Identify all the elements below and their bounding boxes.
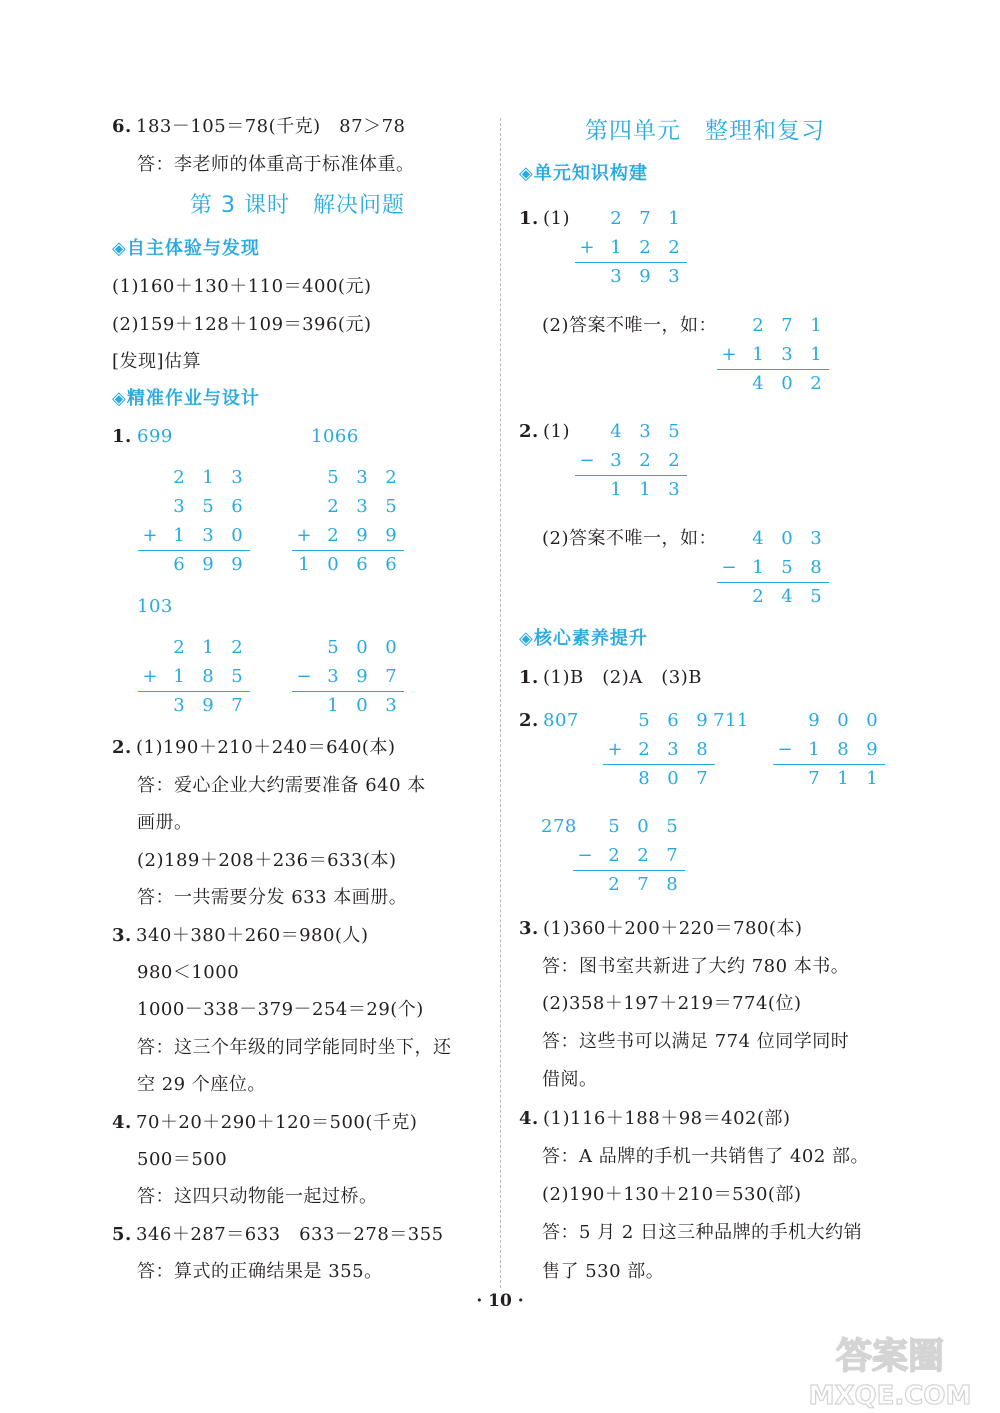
answer-line: 答：李老师的体重高于标准体重。 [137,154,415,175]
result-digit: 2 [810,373,822,394]
digit: 3 [356,496,368,517]
answer-line: 空 29 个座位。 [137,1074,266,1095]
answer-line: 1000－338－379－254＝29(个) [137,999,424,1020]
digit: 0 [637,816,649,837]
result-digit: 0 [667,768,679,789]
digit: 8 [696,739,708,760]
digit: 8 [837,739,849,760]
answer-line: 70＋20＋290＋120＝500(千克) [136,1112,418,1133]
sum-line [575,475,687,476]
operator: + [579,237,595,258]
answer-line: 答：这三个年级的同学能同时坐下，还 [137,1037,452,1058]
watermark-line1: 答案圈 [835,1336,945,1377]
operator: + [607,739,623,760]
result-digit: 7 [231,695,243,716]
digit: 5 [231,666,243,687]
digit: 5 [385,496,397,517]
answer-line: 346＋287＝633 633－278＝355 [136,1224,444,1245]
question-number: 1. [519,667,539,688]
question-number: 2. [519,710,539,731]
digit: 3 [610,450,622,471]
answer-line: 答：图书室共新进了大约 780 本书。 [542,956,850,977]
digit: 2 [668,237,680,258]
result-digit: 7 [696,768,708,789]
result-digit: 0 [356,695,368,716]
section-build: ◈单元知识构建 [519,163,648,184]
unit-title: 第四单元 整理和复习 [585,118,825,144]
answer-value: 1066 [311,426,359,447]
answer-line: 借阅。 [542,1069,598,1090]
digit: 1 [202,467,214,488]
answer-value: 278 [541,816,577,837]
digit: 8 [202,666,214,687]
digit: 5 [638,710,650,731]
result-digit: 9 [639,266,651,287]
answer-line: 答：爱心企业大约需要准备 640 本 [137,775,426,796]
answer-line: (2)答案不唯一，如： [542,528,717,549]
digit: 1 [810,315,822,336]
result-digit: 1 [298,554,310,575]
digit: 5 [327,467,339,488]
digit: 5 [202,496,214,517]
result-digit: 7 [808,768,820,789]
digit: 8 [810,557,822,578]
digit: 2 [327,496,339,517]
result-digit: 5 [810,586,822,607]
answer-line: 答：这些书可以满足 774 位同学同时 [542,1031,850,1052]
answer-line: 画册。 [137,812,193,833]
sum-line [138,691,250,692]
digit: 0 [781,528,793,549]
answer-line: (2)358＋197＋219＝774(位) [542,993,802,1014]
digit: 6 [231,496,243,517]
lesson-title: 第 3 课时 解决问题 [190,193,405,218]
result-digit: 3 [610,266,622,287]
digit: 7 [639,208,651,229]
digit: 2 [231,637,243,658]
result-digit: 6 [173,554,185,575]
digit: 1 [752,344,764,365]
operator: − [721,557,737,578]
digit: 2 [608,845,620,866]
digit: 2 [668,450,680,471]
answer-line: 183－105＝78(千克) 87＞78 [136,116,406,137]
result-digit: 1 [327,695,339,716]
result-digit: 9 [231,554,243,575]
digit: 5 [668,421,680,442]
result-digit: 1 [610,479,622,500]
answer-value: 699 [137,426,173,447]
result-digit: 3 [385,695,397,716]
digit: 3 [639,421,651,442]
digit: 7 [385,666,397,687]
answer-line: (1)360＋200＋220＝780(本) [543,918,803,939]
question-number: 3. [519,918,539,939]
digit: 2 [752,315,764,336]
operator: + [296,525,312,546]
result-digit: 9 [202,695,214,716]
digit: 2 [639,450,651,471]
digit: 5 [608,816,620,837]
operator: − [296,666,312,687]
question-number: 4. [112,1112,132,1133]
operator: + [142,666,158,687]
digit: 3 [231,467,243,488]
digit: 1 [173,666,185,687]
answer-value: 711 [713,710,749,731]
section-core: ◈核心素养提升 [519,628,648,649]
page-number: · 10 · [476,1291,524,1311]
answer-line: 答：一共需要分发 633 本画册。 [137,887,408,908]
question-number: 1. [112,426,132,447]
answer-line: (1) [543,421,570,442]
digit: 2 [638,739,650,760]
answer-line: 答：这四只动物能一起过桥。 [137,1186,378,1207]
digit: 3 [202,525,214,546]
digit: 2 [637,845,649,866]
operator: + [721,344,737,365]
digit: 3 [667,739,679,760]
digit: 7 [666,845,678,866]
result-digit: 0 [781,373,793,394]
sum-line [717,582,829,583]
result-digit: 3 [173,695,185,716]
digit: 2 [610,208,622,229]
answer-line: (2)189＋208＋236＝633(本) [137,850,397,871]
operator: − [777,739,793,760]
section-practice: ◈精准作业与设计 [112,388,260,409]
answer-line: 答：A 品牌的手机一共销售了 402 部。 [542,1146,870,1167]
answer-line: (2)190＋130＋210＝530(部) [542,1184,802,1205]
digit: 1 [752,557,764,578]
digit: 9 [356,525,368,546]
digit: 9 [866,739,878,760]
digit: 5 [666,816,678,837]
result-digit: 3 [668,479,680,500]
digit: 0 [837,710,849,731]
sum-line [292,691,404,692]
digit: 1 [173,525,185,546]
question-number: 1. [519,208,539,229]
digit: 0 [231,525,243,546]
result-digit: 9 [202,554,214,575]
digit: 3 [356,467,368,488]
digit: 0 [866,710,878,731]
question-number: 2. [112,737,132,758]
sum-line [573,870,685,871]
operator: − [577,845,593,866]
result-digit: 6 [356,554,368,575]
digit: 3 [173,496,185,517]
answer-value: 807 [543,710,579,731]
digit: 5 [781,557,793,578]
digit: 1 [610,237,622,258]
digit: 2 [173,467,185,488]
digit: 9 [808,710,820,731]
result-digit: 2 [752,586,764,607]
digit: 4 [752,528,764,549]
question-number: 4. [519,1108,539,1129]
watermark-line2: MXQE.COM [808,1381,972,1410]
watermark-logo [790,1330,990,1410]
question-number: 2. [519,421,539,442]
operator: − [579,450,595,471]
result-digit: 1 [837,768,849,789]
result-digit: 2 [608,874,620,895]
result-digit: 8 [666,874,678,895]
digit: 1 [668,208,680,229]
result-digit: 3 [668,266,680,287]
answer-line: (1)B (2)A (3)B [543,667,702,688]
result-digit: 1 [639,479,651,500]
section-explore: ◈自主体验与发现 [112,238,260,259]
answer-line: (2)159＋128＋109＝396(元) [112,314,372,335]
digit: 9 [356,666,368,687]
result-digit: 0 [327,554,339,575]
digit: 1 [202,637,214,658]
result-digit: 7 [637,874,649,895]
digit: 2 [173,637,185,658]
column-divider [500,118,501,1288]
digit: 9 [696,710,708,731]
digit: 9 [385,525,397,546]
answer-line: (1)160＋130＋110＝400(元) [112,276,372,297]
digit: 2 [639,237,651,258]
sum-line [575,262,687,263]
digit: 4 [610,421,622,442]
sum-line [138,550,250,551]
sum-line [717,369,829,370]
digit: 3 [781,344,793,365]
answer-line: (1)116＋188＋98＝402(部) [543,1108,791,1129]
digit: 2 [385,467,397,488]
digit: 2 [327,525,339,546]
sum-line [292,550,404,551]
answer-line: (1) [543,208,570,229]
result-digit: 8 [638,768,650,789]
operator: + [142,525,158,546]
digit: 7 [781,315,793,336]
digit: 1 [810,344,822,365]
answer-line: 答：5 月 2 日这三种品牌的手机大约销 [542,1222,863,1243]
digit: 1 [808,739,820,760]
answer-line: (2)答案不唯一，如： [542,315,717,336]
result-digit: 6 [385,554,397,575]
result-digit: 1 [866,768,878,789]
answer-value: 103 [137,596,173,617]
digit: 3 [327,666,339,687]
answer-line: 答：算式的正确结果是 355。 [137,1261,383,1282]
answer-line: [发现]估算 [112,351,202,372]
digit: 5 [327,637,339,658]
question-number: 5. [112,1224,132,1245]
answer-line: 500＝500 [137,1149,228,1170]
sum-line [773,764,885,765]
question-number: 3. [112,925,132,946]
result-digit: 4 [752,373,764,394]
digit: 3 [810,528,822,549]
digit: 6 [667,710,679,731]
answer-line: 340＋380＋260＝980(人) [136,925,369,946]
question-number: 6. [112,116,132,137]
sum-line [603,764,715,765]
digit: 0 [385,637,397,658]
digit: 0 [356,637,368,658]
result-digit: 4 [781,586,793,607]
answer-line: 980＜1000 [137,962,240,983]
answer-line: 售了 530 部。 [542,1261,665,1282]
answer-line: (1)190＋210＋240＝640(本) [136,737,396,758]
